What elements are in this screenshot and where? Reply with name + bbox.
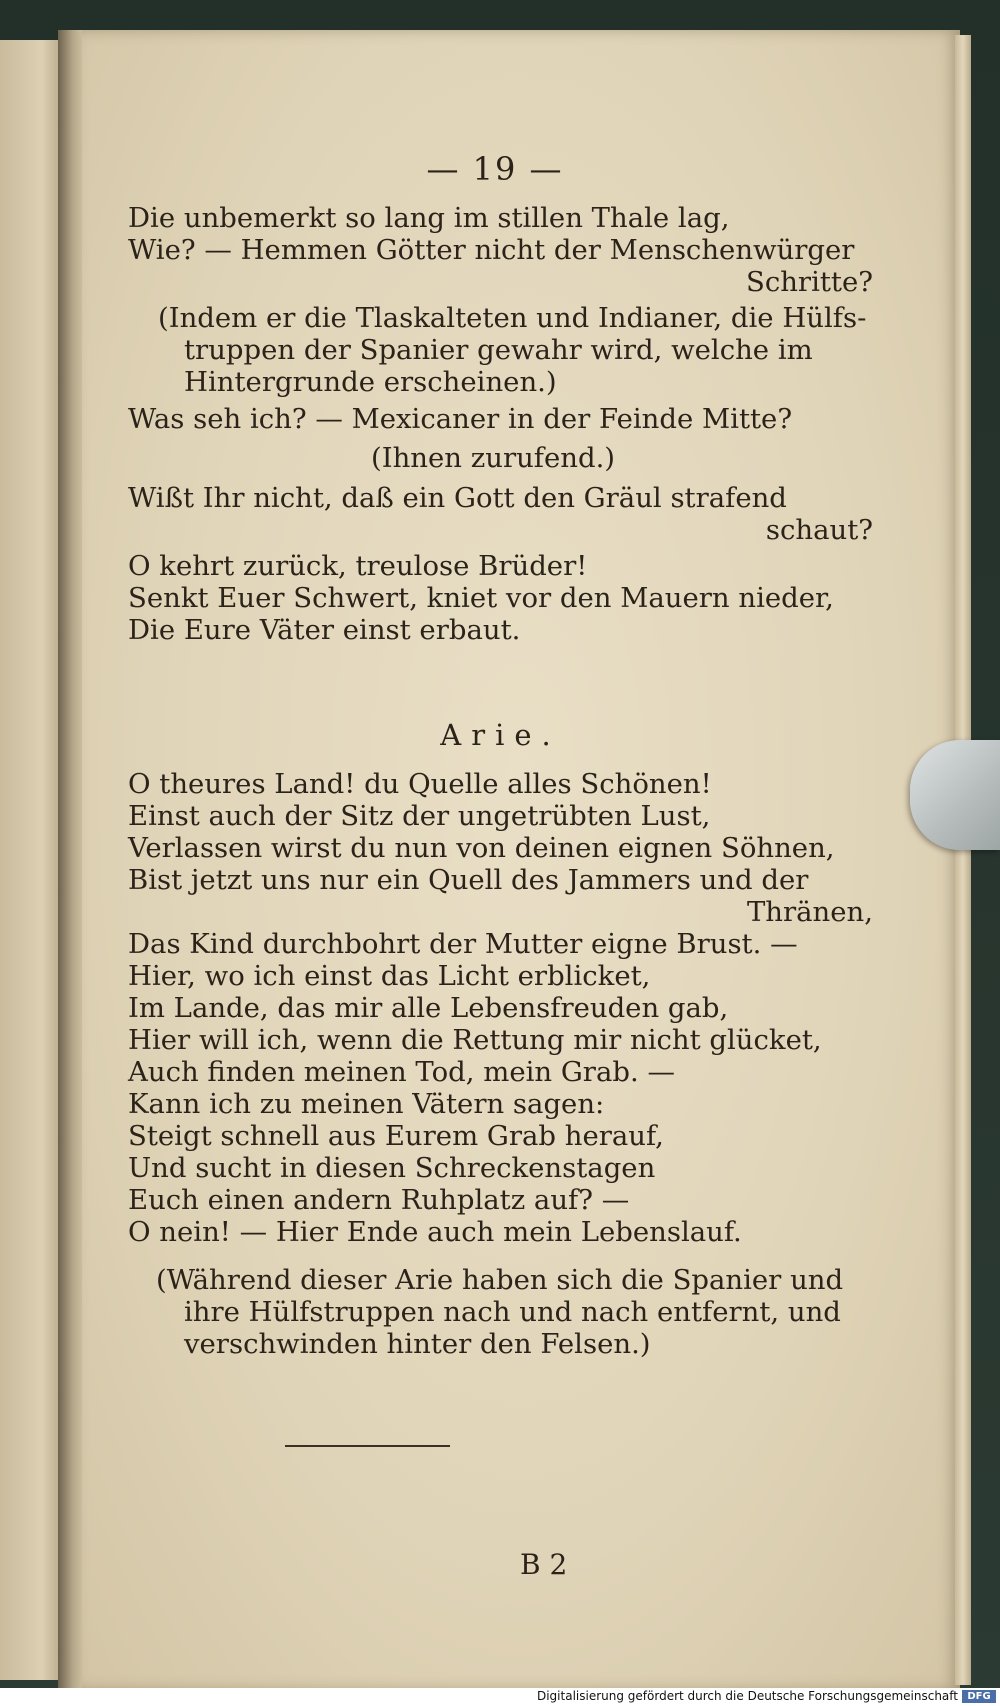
aria-line: Und sucht in diesen Schreckenstagen xyxy=(128,1152,656,1184)
text-line: O kehrt zurück, treulose Brüder! xyxy=(128,550,588,582)
text-line: Die unbemerkt so lang im stillen Thale lag, xyxy=(128,202,730,234)
stage-direction: (Indem er die Tlaskalteten und Indianer, die Hülfs- xyxy=(158,302,867,334)
text-line: Wie? — Hemmen Götter nicht der Menschenwürger xyxy=(128,234,855,266)
aria-line: Euch einen andern Ruhplatz auf? — xyxy=(128,1184,630,1216)
stage-direction: (Ihnen zurufend.) xyxy=(371,442,616,474)
page-clip-icon xyxy=(910,740,1000,850)
dfg-logo-icon: DFG xyxy=(962,1690,996,1703)
aria-line: Thränen, xyxy=(746,896,873,928)
aria-line: O nein! — Hier Ende auch mein Lebenslauf. xyxy=(128,1216,742,1248)
text-line: Schritte? xyxy=(745,266,873,298)
text-line: Was seh ich? — Mexicaner in der Feinde Mitte? xyxy=(128,403,793,435)
stage-direction: truppen der Spanier gewahr wird, welche im xyxy=(184,334,813,366)
text-line: schaut? xyxy=(765,514,873,546)
aria-line: Hier will ich, wenn die Rettung mir nicht glücket, xyxy=(128,1024,822,1056)
aria-line: Verlassen wirst du nun von deinen eignen Söhnen, xyxy=(128,832,835,864)
aria-line: Steigt schnell aus Eurem Grab herauf, xyxy=(128,1120,664,1152)
aria-line: Im Lande, das mir alle Lebensfreuden gab, xyxy=(128,992,729,1024)
signature-mark: B 2 xyxy=(520,1548,568,1581)
footer-credit: Digitalisierung gefördert durch die Deutsche Forschungsgemeinschaft xyxy=(536,1689,958,1703)
text-line: Die Eure Väter einst erbaut. xyxy=(128,614,521,646)
aria-line: Einst auch der Sitz der ungetrübten Lust, xyxy=(128,800,711,832)
aria-line: O theures Land! du Quelle alles Schönen! xyxy=(128,768,712,800)
text-line: Wißt Ihr nicht, daß ein Gott den Gräul strafend xyxy=(128,482,787,514)
text-line: Senkt Euer Schwert, kniet vor den Mauern nieder, xyxy=(128,582,834,614)
section-heading: Arie. xyxy=(440,718,561,752)
aria-line: Hier, wo ich einst das Licht erblicket, xyxy=(128,960,651,992)
aria-line: Bist jetzt uns nur ein Quell des Jammers und der xyxy=(128,864,809,896)
closing-rule xyxy=(285,1445,450,1447)
stage-direction: verschwinden hinter den Felsen.) xyxy=(184,1328,651,1360)
digitization-footer xyxy=(0,1688,1000,1706)
stage-direction: ihre Hülfstruppen nach und nach entfernt, und xyxy=(184,1296,841,1328)
stage-direction: (Während dieser Arie haben sich die Spanier und xyxy=(156,1264,844,1296)
page-number-header: — 19 — xyxy=(426,150,564,188)
page-stack-edge xyxy=(955,35,971,1685)
aria-line: Das Kind durchbohrt der Mutter eigne Brust. — xyxy=(128,928,798,960)
aria-line: Auch finden meinen Tod, mein Grab. — xyxy=(128,1056,675,1088)
aria-line: Kann ich zu meinen Vätern sagen: xyxy=(128,1088,605,1120)
stage-direction: Hintergrunde erscheinen.) xyxy=(184,366,557,398)
